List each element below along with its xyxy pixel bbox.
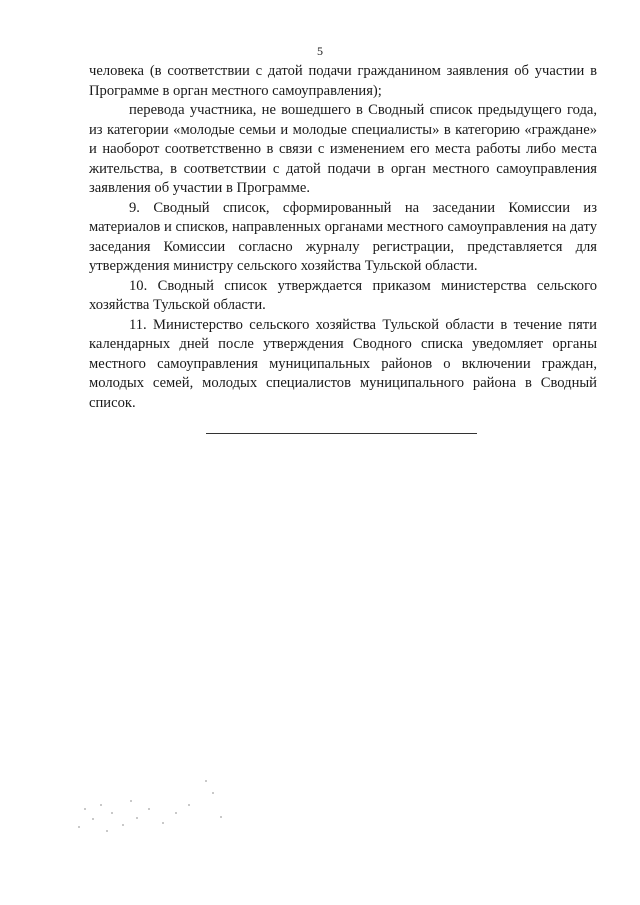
page-number: 5 bbox=[317, 44, 323, 58]
paragraph-continuation: человека (в соответствии с датой подачи гражданином заявления об участии в Программе в орган местного самоуправления); bbox=[89, 63, 597, 99]
paragraph-category-transfer: перевода участника, не вошедшего в Сводный список предыдущего года, из категории «молодые семьи и молодые специалисты» в категорию «граждане» и наоборот соответственно в связи с изменением его места работы либо места жительства, в соответствии с датой подачи в орган местного самоуправления заявления об участии в Программе. bbox=[89, 102, 597, 196]
paragraph-item-9: 9. Сводный список, сформированный на заседании Комиссии из материалов и списков, направленных органами местного самоуправления на дату заседания Комиссии согласно журналу регистрации, представляется для утверждения министру сельского хозяйства Тульской области. bbox=[89, 199, 597, 274]
paragraph-item-11: 11. Министерство сельского хозяйства Тульской области в течение пяти календарных дней после утверждения Сводного списка уведомляет органы местного самоуправления муниципальных районов о включении граждан, молодых семей, молодых специалистов муниципального района в Сводный список. bbox=[89, 316, 597, 411]
closing-divider-line bbox=[206, 433, 477, 434]
document-body bbox=[89, 62, 597, 413]
paragraph-item-10: 10. Сводный список утверждается приказом министерства сельского хозяйства Тульской области. bbox=[89, 277, 597, 313]
faint-scan-marks bbox=[70, 760, 270, 850]
